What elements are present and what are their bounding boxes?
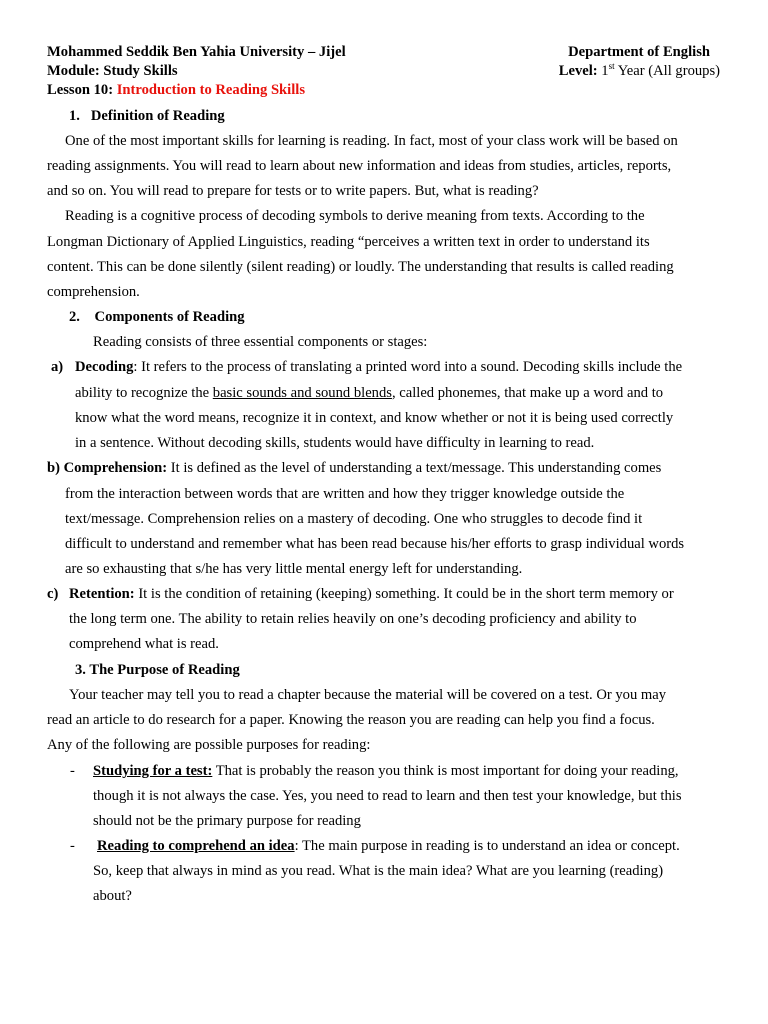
s1-p2-line-3: content. This can be done silently (silent reading) or loudly. The understanding that results is called reading <box>47 259 674 275</box>
item-a-underlined-phrase: basic sounds and sound blends <box>212 385 392 401</box>
level-rest: Year (All groups) <box>614 63 720 79</box>
dash-item-2-term: Reading to comprehend an idea <box>97 838 295 854</box>
dash-item-2-text-1: : The main purpose in reading is to understand an idea or concept. <box>294 838 680 854</box>
dash-item-2-line-1 <box>97 836 680 856</box>
section-2-heading: 2. Components of Reading <box>69 309 245 325</box>
s1-p1-line-1: One of the most important skills for learning is reading. In fact, most of your class work will be based on <box>65 133 678 149</box>
item-b-term: b) Comprehension: <box>47 460 168 476</box>
item-a-marker: a) <box>51 359 64 375</box>
item-c-line-2: the long term one. The ability to retain relies heavily on one’s decoding proficiency and ability to <box>69 611 637 627</box>
item-b-line-1 <box>47 458 661 478</box>
dash-item-2-marker: - <box>70 838 75 854</box>
item-b-text-1: It is defined as the level of understanding a text/message. This understanding comes <box>167 460 662 476</box>
lesson-label: Lesson 10: <box>47 82 117 98</box>
s1-p1-line-3: and so on. You will read to prepare for tests or to write papers. But, what is reading? <box>47 183 539 199</box>
item-c-line-1 <box>69 584 674 604</box>
dash-item-1-line-2: though it is not always the case. Yes, you need to read to learn and then test your knowledge, but this <box>93 788 682 804</box>
item-a-line-1 <box>75 357 682 377</box>
item-b-line-5: are so exhausting that s/he has very little mental energy left for understanding. <box>65 561 523 577</box>
level-info <box>559 62 720 81</box>
item-a-line-2 <box>75 383 663 403</box>
item-b-line-3: text/message. Comprehension relies on a mastery of decoding. One who struggles to decode find it <box>65 511 643 527</box>
lesson-title: Introduction to Reading Skills <box>116 82 306 98</box>
section-1-heading: 1. Definition of Reading <box>69 108 225 124</box>
level-ordinal-suffix: st <box>608 61 615 72</box>
item-c-marker: c) <box>47 586 59 602</box>
s1-p2-line-4: comprehension. <box>47 284 140 300</box>
item-a-term: Decoding <box>75 359 134 375</box>
level-ordinal: 1 <box>601 63 609 79</box>
item-c-text-1: It is the condition of retaining (keeping) something. It could be in the short term memory or <box>134 586 674 602</box>
dash-item-2-line-3: about? <box>93 888 132 904</box>
s3-p1-line-2: read an article to do research for a paper. Knowing the reason you are reading can help you find a focus. <box>47 712 655 728</box>
dash-item-2-line-2: So, keep that always in mind as you read. What is the main idea? What are you learning (reading) <box>93 863 664 879</box>
item-a-line-4: in a sentence. Without decoding skills, students would have difficulty in learning to read. <box>75 435 595 451</box>
section-3-heading: 3. The Purpose of Reading <box>75 662 240 678</box>
s1-p2-line-1: Reading is a cognitive process of decoding symbols to derive meaning from texts. According to the <box>65 208 645 224</box>
item-a-text-1: : It refers to the process of translating a printed word into a sound. Decoding skills include the <box>133 359 683 375</box>
dash-item-1-line-1 <box>93 761 679 781</box>
item-b-line-2: from the interaction between words that are written and how they trigger knowledge outside the <box>65 486 625 502</box>
s1-p2-line-2: Longman Dictionary of Applied Linguistics, reading “perceives a written text in order to understand its <box>47 234 650 250</box>
lesson-heading <box>47 81 305 100</box>
dash-item-1-term: Studying for a test: <box>93 763 213 779</box>
department-name: Department of English <box>568 44 710 60</box>
header-row-3 <box>47 81 720 100</box>
item-c-line-3: comprehend what is read. <box>69 636 219 652</box>
header-row-1 <box>47 43 720 62</box>
s2-intro: Reading consists of three essential components or stages: <box>93 334 428 350</box>
item-a-text-2-post: , called phonemes, that make up a word and to <box>391 385 664 401</box>
dash-item-1-text-1: That is probably the reason you think is most important for doing your reading, <box>212 763 679 779</box>
university-name: Mohammed Seddik Ben Yahia University – Jijel <box>47 44 346 60</box>
level-label: Level: <box>558 63 598 79</box>
item-c-term: Retention: <box>69 586 135 602</box>
s1-p1-line-2: reading assignments. You will read to learn about new information and ideas from studies, articles, reports, <box>47 158 672 174</box>
s3-p1-line-3: Any of the following are possible purposes for reading: <box>47 737 371 753</box>
item-a-line-3: know what the word means, recognize it in context, and know whether or not it is being used correctly <box>75 410 674 426</box>
item-b-line-4: difficult to understand and remember what has been read because his/her efforts to grasp individual words <box>65 536 685 552</box>
dash-item-1-marker: - <box>70 763 75 779</box>
header-row-2 <box>47 62 720 81</box>
s3-p1-line-1: Your teacher may tell you to read a chapter because the material will be covered on a test. Or you may <box>69 687 667 703</box>
item-a-text-2-pre: ability to recognize the <box>75 385 213 401</box>
module-label: Module: Study Skills <box>47 63 178 79</box>
dash-item-1-line-3: should not be the primary purpose for reading <box>93 813 361 829</box>
